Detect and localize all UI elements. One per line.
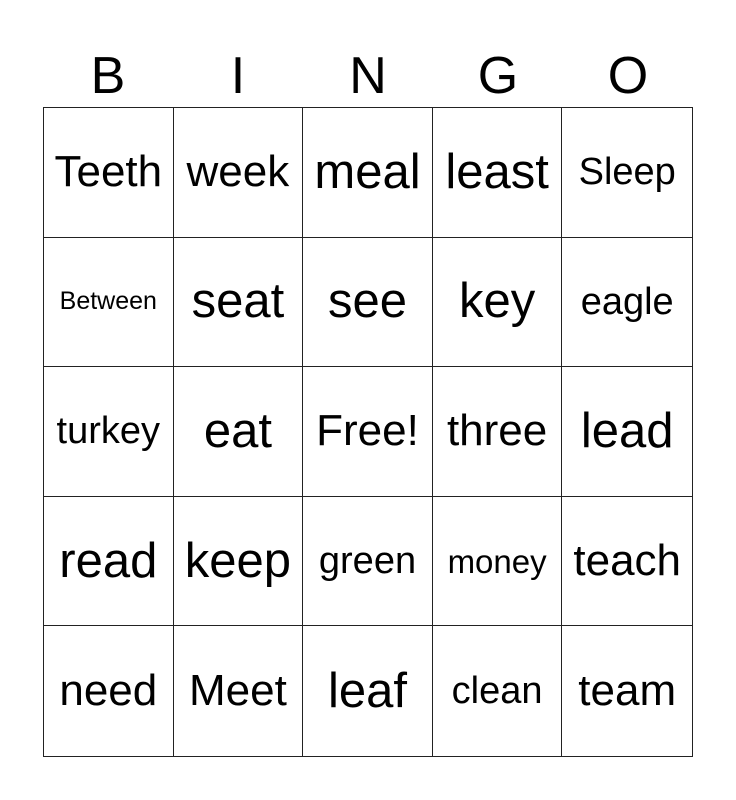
bingo-cell: leaf [303, 626, 433, 756]
bingo-cell: teach [562, 497, 692, 627]
bingo-cell: clean [433, 626, 563, 756]
bingo-cell: Sleep [562, 108, 692, 238]
bingo-cell: seat [174, 238, 304, 368]
bingo-cell: need [44, 626, 174, 756]
bingo-cell: green [303, 497, 433, 627]
bingo-cell: Teeth [44, 108, 174, 238]
bingo-cell: eagle [562, 238, 692, 368]
bingo-cell: Meet [174, 626, 304, 756]
bingo-cell: see [303, 238, 433, 368]
bingo-cell: keep [174, 497, 304, 627]
header-letter-i: I [230, 47, 246, 105]
bingo-cell: money [433, 497, 563, 627]
header-letter-o: O [607, 47, 649, 105]
bingo-cell: meal [303, 108, 433, 238]
bingo-cell: team [578, 666, 677, 716]
bingo-header [43, 46, 693, 106]
bingo-cell: lead [562, 367, 692, 497]
bingo-cell: key [433, 238, 563, 368]
bingo-cell: least [433, 108, 563, 238]
bingo-cell: eat [174, 367, 304, 497]
bingo-board [43, 107, 693, 757]
free-space-cell: Free! [303, 367, 433, 497]
header-letter-b: B [90, 47, 126, 105]
header-letter-n: N [349, 47, 387, 105]
bingo-cell: turkey [44, 367, 174, 497]
bingo-cell: three [433, 367, 563, 497]
bingo-cell: week [174, 108, 304, 238]
bingo-cell: read [44, 497, 174, 627]
bingo-cell: Between [44, 238, 174, 368]
header-letter-g: G [477, 47, 519, 105]
